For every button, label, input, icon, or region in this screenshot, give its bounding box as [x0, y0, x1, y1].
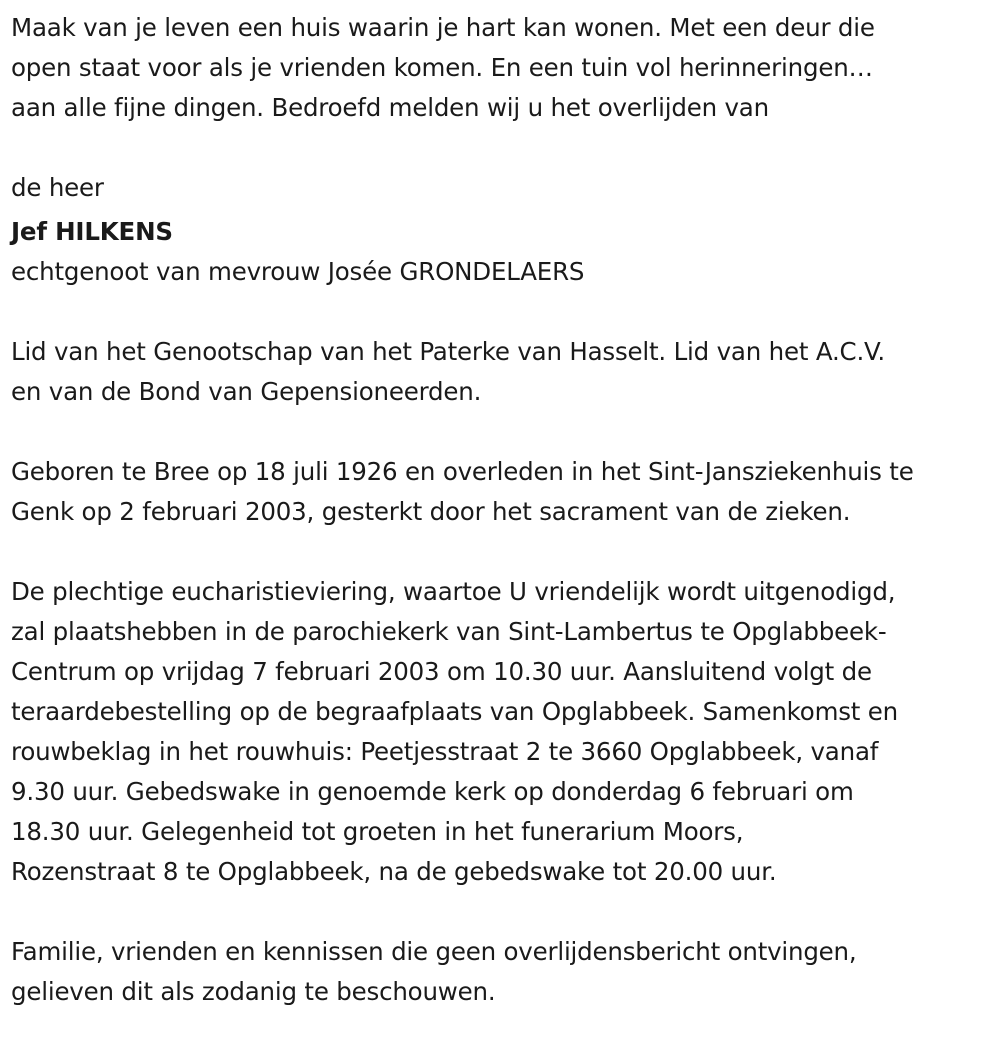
deceased-name: Jef HILKENS [11, 217, 173, 246]
ceremony-line: Centrum op vrijdag 7 februari 2003 om 10.30 uur. Aansluitend volgt de [11, 657, 872, 686]
membership-line: Lid van het Genootschap van het Paterke van Hasselt. Lid van het A.C.V. [11, 337, 886, 366]
closing-line: Familie, vrienden en kennissen die geen overlijdensbericht ontvingen, [11, 937, 857, 966]
membership-line: en van de Bond van Gepensioneerden. [11, 377, 482, 406]
ceremony-line: zal plaatshebben in de parochiekerk van Sint-Lambertus te Opglabbeek- [11, 617, 887, 646]
birth-death-line: Genk op 2 februari 2003, gesterkt door het sacrament van de zieken. [11, 497, 851, 526]
intro-line: Maak van je leven een huis waarin je hart kan wonen. Met een deur die [11, 13, 875, 42]
membership-paragraph [11, 332, 996, 412]
closing-paragraph [11, 932, 996, 1012]
birth-death-line: Geboren te Bree op 18 juli 1926 en overleden in het Sint-Jansziekenhuis te [11, 457, 914, 486]
ceremony-line: teraardebestelling op de begraafplaats van Opglabbeek. Samenkomst en [11, 697, 899, 726]
intro-line: open staat voor als je vrienden komen. En een tuin vol herinneringen… [11, 53, 873, 82]
salutation: de heer [11, 173, 104, 202]
ceremony-line: De plechtige eucharistieviering, waartoe U vriendelijk wordt uitgenodigd, [11, 577, 896, 606]
ceremony-line: Rozenstraat 8 te Opglabbeek, na de gebedswake tot 20.00 uur. [11, 857, 777, 886]
spouse-line: echtgenoot van mevrouw Josée GRONDELAERS [11, 257, 585, 286]
ceremony-line: 18.30 uur. Gelegenheid tot groeten in het funerarium Moors, [11, 817, 744, 846]
ceremony-line: rouwbeklag in het rouwhuis: Peetjesstraat 2 te 3660 Opglabbeek, vanaf [11, 737, 879, 766]
closing-line: gelieven dit als zodanig te beschouwen. [11, 977, 496, 1006]
birth-death-paragraph [11, 452, 996, 532]
ceremony-paragraph [11, 572, 996, 892]
obituary-notice [11, 8, 996, 1052]
intro-poem [11, 8, 996, 128]
intro-line: aan alle fijne dingen. Bedroefd melden wij u het overlijden van [11, 93, 769, 122]
ceremony-line: 9.30 uur. Gebedswake in genoemde kerk op donderdag 6 februari om [11, 777, 854, 806]
